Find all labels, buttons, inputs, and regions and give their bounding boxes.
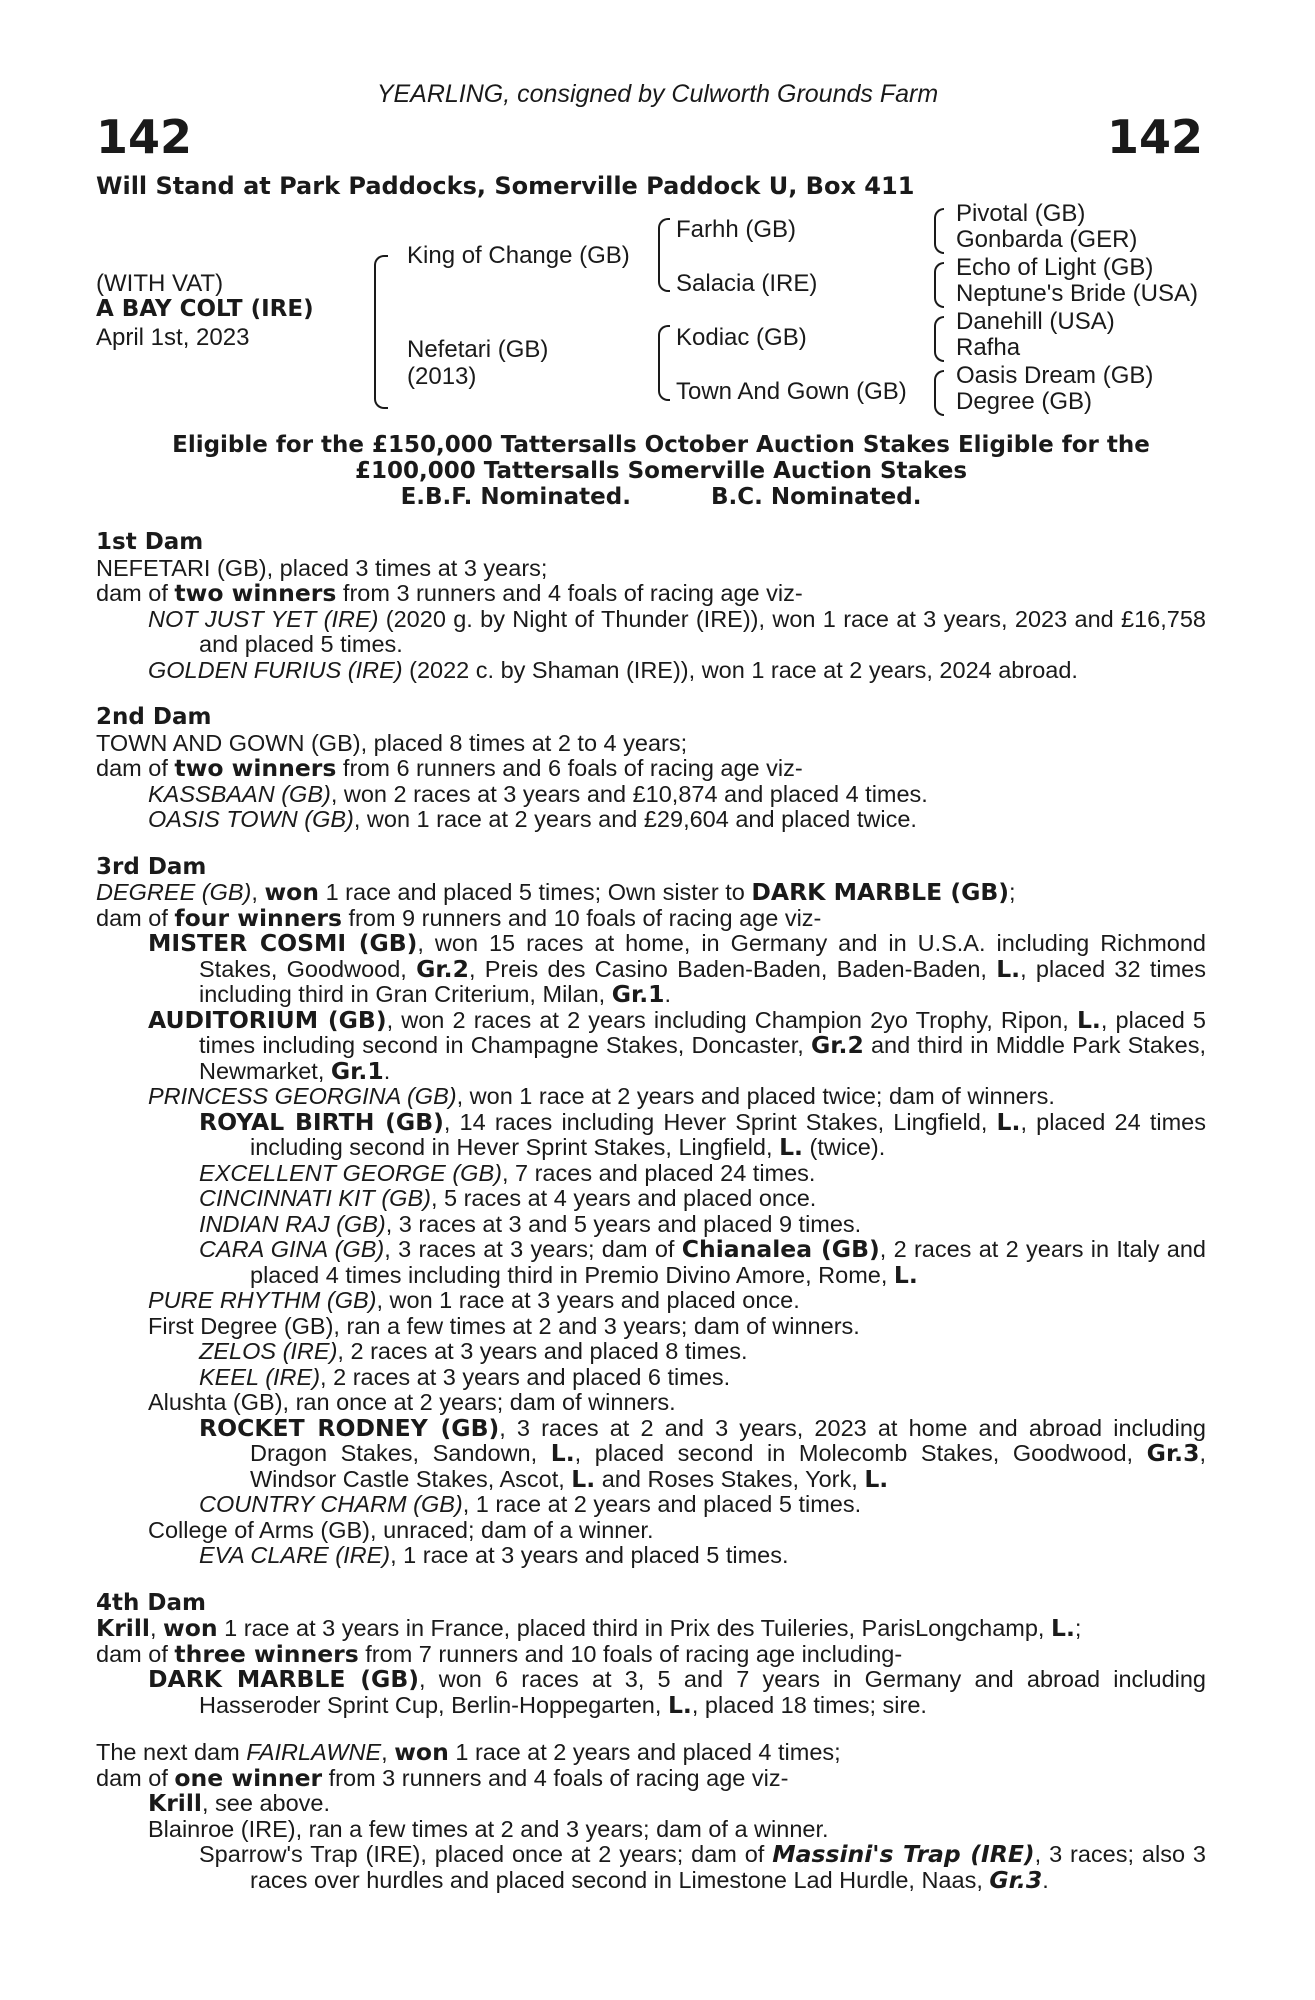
second-dam-heading: 2nd Dam xyxy=(96,704,212,730)
third-dam-heading: 3rd Dam xyxy=(96,853,207,880)
first-dam-summary: dam of two winners from 3 runners and 4 foals of racing age viz- xyxy=(96,579,803,607)
foaling-date: April 1st, 2023 xyxy=(96,324,250,351)
gg-3: Echo of Light (GB) xyxy=(956,254,1154,281)
produce-record xyxy=(96,530,1206,1893)
produce-entry: Krill, see above. xyxy=(148,1789,331,1817)
produce-entry: MISTER COSMI (GB), won 15 races at home, in Germany and in U.S.A. including Richmond Stakes, Goodwood, Gr.2, Preis des Casino Baden-Baden, Baden-Baden, L., placed 32 times including third in Gran Criterium, Milan, Gr.1. xyxy=(148,929,1206,1008)
lot-name: A BAY COLT (IRE) xyxy=(96,296,314,322)
produce-entry: CINCINNATI KIT (GB), 5 races at 4 years and placed once. xyxy=(199,1185,817,1211)
produce-entry: Sparrow's Trap (IRE), placed once at 2 years; dam of Massini's Trap (IRE), 3 races; also 3 races over hurdles and placed second in Limestone Lad Hurdle, Naas, Gr.3. xyxy=(199,1840,1206,1894)
consignor-line: YEARLING, consigned by Culworth Grounds Farm xyxy=(376,80,939,108)
fourth-dam-heading: 4th Dam xyxy=(96,1589,206,1616)
brace-g-3 xyxy=(934,316,944,362)
sire-name: King of Change (GB) xyxy=(407,242,630,269)
produce-entry: College of Arms (GB), unraced; dam of a winner. xyxy=(148,1516,654,1543)
produce-entry: INDIAN RAJ (GB), 3 races at 3 and 5 years and placed 9 times. xyxy=(199,1210,862,1237)
dam-name: Nefetari (GB) xyxy=(407,336,549,363)
vat-note: (WITH VAT) xyxy=(96,270,224,297)
brace-g-2 xyxy=(934,262,944,308)
fourth-dam-line: Krill, won 1 race at 3 years in France, placed third in Prix des Tuileries, ParisLongchamp, L.; xyxy=(96,1614,1082,1642)
produce-entry: ROCKET RODNEY (GB), 3 races at 2 and 3 years, 2023 at home and abroad including Dragon Stakes, Sandown, L., placed second in Molecomb Stakes, Goodwood, Gr.3, Windsor Castle Stakes, Ascot, L. and Roses Stakes, York, L. xyxy=(199,1413,1206,1493)
eligibility-block xyxy=(96,432,1226,510)
dam-dam: Town And Gown (GB) xyxy=(676,378,907,405)
gg-1: Pivotal (GB) xyxy=(956,200,1086,227)
brace-g-1 xyxy=(934,208,944,254)
produce-entry: Blainroe (IRE), ran a few times at 2 and 3 years; dam of a winner. xyxy=(148,1815,829,1842)
produce-entry: KEEL (IRE), 2 races at 3 years and placed 6 times. xyxy=(199,1363,731,1390)
eligibility-line-2: £100,000 Tattersalls Somerville Auction Stakes xyxy=(354,458,968,484)
dam-year: (2013) xyxy=(407,363,477,390)
gg-8: Degree (GB) xyxy=(956,388,1093,415)
lot-number-left: 142 xyxy=(96,110,193,164)
produce-entry: Alushta (GB), ran once at 2 years; dam of winners. xyxy=(148,1389,676,1415)
produce-entry: DARK MARBLE (GB), won 6 races at 3, 5 and 7 years in Germany and abroad including Hasseroder Sprint Cup, Berlin-Hoppegarten, L., placed 18 times; sire. xyxy=(148,1665,1207,1719)
fourth-dam-summary: dam of three winners from 7 runners and 10 foals of racing age including- xyxy=(96,1639,903,1668)
brace-g-4 xyxy=(934,370,944,416)
produce-entry: OASIS TOWN (GB), won 1 race at 2 years and £29,604 and placed twice. xyxy=(148,806,917,832)
produce-entry: ZELOS (IRE), 2 races at 3 years and placed 8 times. xyxy=(199,1338,748,1364)
brace-gen1 xyxy=(374,255,388,409)
produce-entry: COUNTRY CHARM (GB), 1 race at 2 years and placed 5 times. xyxy=(199,1491,862,1517)
produce-entry: ROYAL BIRTH (GB), 14 races including Hever Sprint Stakes, Lingfield, L., placed 24 times including second in Hever Sprint Stakes, Lingfield, L. (twice). xyxy=(199,1107,1206,1161)
produce-entry: PRINCESS GEORGINA (GB), won 1 race at 2 years and placed twice; dam of winners. xyxy=(148,1083,1055,1109)
produce-entry: EXCELLENT GEORGE (GB), 7 races and placed 24 times. xyxy=(199,1159,816,1186)
gg-4: Neptune's Bride (USA) xyxy=(956,280,1199,307)
gg-6: Rafha xyxy=(956,334,1021,361)
sire-dam: Salacia (IRE) xyxy=(676,270,818,297)
bc-nominated: B.C. Nominated. xyxy=(710,484,922,510)
second-dam-line: TOWN AND GOWN (GB), placed 8 times at 2 to 4 years; xyxy=(96,729,688,756)
stabling-location: Will Stand at Park Paddocks, Somerville Paddock U, Box 411 xyxy=(96,172,915,200)
ebf-nominated: E.B.F. Nominated. xyxy=(400,484,631,510)
dam-sire: Kodiac (GB) xyxy=(676,324,807,351)
brace-dam xyxy=(658,325,670,401)
second-dam-summary: dam of two winners from 6 runners and 6 foals of racing age viz- xyxy=(96,754,803,782)
next-dam-line: The next dam FAIRLAWNE, won 1 race at 2 years and placed 4 times; xyxy=(96,1738,841,1766)
lot-number-right: 142 xyxy=(1106,110,1203,164)
produce-entry: AUDITORIUM (GB), won 2 races at 2 years including Champion 2yo Trophy, Ripon, L., placed 5 times including second in Champagne Stakes, Doncaster, Gr.2 and third in Middle Park Stakes, Newmarket, Gr.1. xyxy=(148,1005,1207,1085)
produce-entry: EVA CLARE (IRE), 1 race at 3 years and placed 5 times. xyxy=(199,1542,789,1568)
third-dam-summary: dam of four winners from 9 runners and 10 foals of racing age viz- xyxy=(96,903,822,932)
gg-5: Danehill (USA) xyxy=(956,308,1115,335)
gg-2: Gonbarda (GER) xyxy=(956,226,1138,253)
first-dam-line: NEFETARI (GB), placed 3 times at 3 years; xyxy=(96,554,548,581)
produce-entry: NOT JUST YET (IRE) (2020 g. by Night of Thunder (IRE)), won 1 race at 3 years, 2023 and £16,758 and placed 5 times. xyxy=(148,605,1206,657)
third-dam-line: DEGREE (GB), won 1 race and placed 5 times; Own sister to DARK MARBLE (GB); xyxy=(96,878,1016,906)
pedigree-tree xyxy=(96,200,1226,430)
brace-sire xyxy=(658,218,670,292)
produce-entry: KASSBAAN (GB), won 2 races at 3 years and £10,874 and placed 4 times. xyxy=(148,780,928,807)
produce-entry: CARA GINA (GB), 3 races at 3 years; dam of Chianalea (GB), 2 races at 2 years in Italy and placed 4 times including third in Premio Divino Amore, Rome, L. xyxy=(199,1235,1206,1289)
eligibility-line-1: Eligible for the £150,000 Tattersalls October Auction Stakes Eligible for the xyxy=(172,432,1150,458)
next-dam-summary: dam of one winner from 3 runners and 4 foals of racing age viz- xyxy=(96,1763,789,1792)
produce-entry: PURE RHYTHM (GB), won 1 race at 3 years and placed once. xyxy=(148,1287,800,1313)
sire-sire: Farhh (GB) xyxy=(676,216,797,243)
produce-entry: First Degree (GB), ran a few times at 2 and 3 years; dam of winners. xyxy=(148,1312,860,1339)
produce-entry: GOLDEN FURIUS (IRE) (2022 c. by Shaman (IRE)), won 1 race at 2 years, 2024 abroad. xyxy=(148,656,1078,683)
gg-7: Oasis Dream (GB) xyxy=(956,362,1154,389)
first-dam-heading: 1st Dam xyxy=(96,529,204,555)
